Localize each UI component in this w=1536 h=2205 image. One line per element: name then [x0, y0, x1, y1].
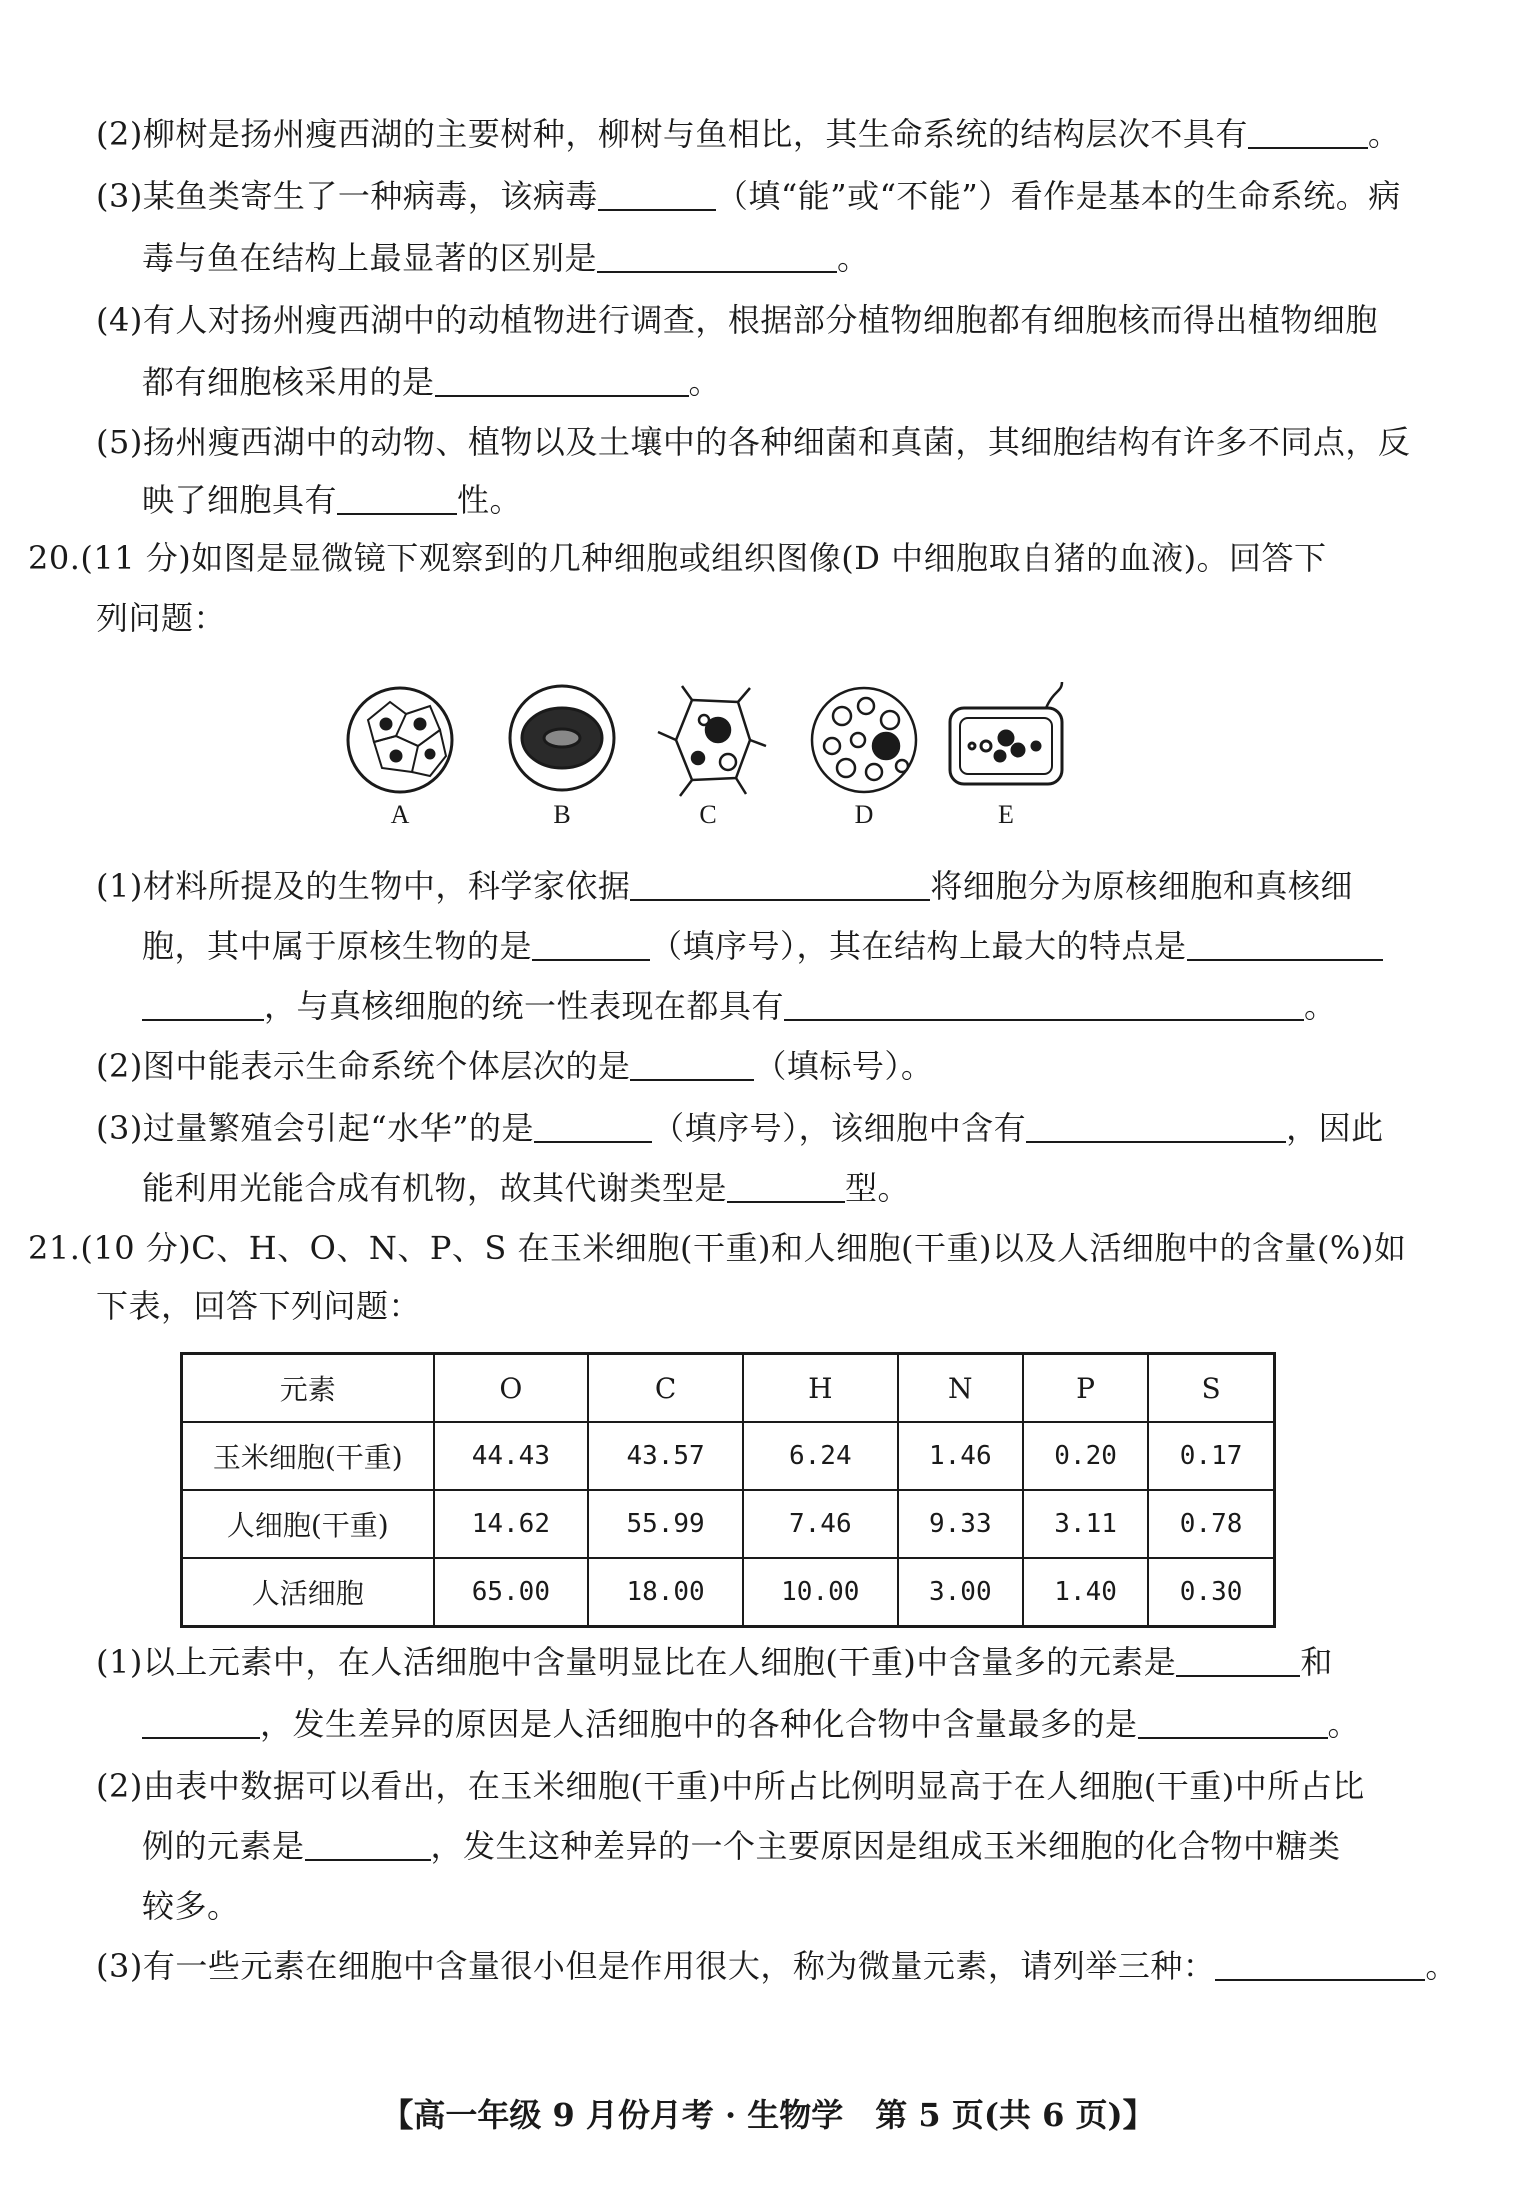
table-header-cell: C — [588, 1354, 743, 1423]
cell-d-image — [812, 688, 916, 792]
answer-blank[interactable] — [435, 363, 689, 397]
element-content-table — [180, 1352, 1276, 1628]
table-header-cell: N — [898, 1354, 1023, 1423]
table-cell: 1.40 — [1023, 1558, 1148, 1627]
answer-blank[interactable] — [532, 927, 650, 961]
q19-part4-line1: (4)有人对扬州瘦西湖中的动植物进行调查，根据部分植物细胞都有细胞核而得出植物细胞 — [96, 301, 1378, 339]
answer-blank[interactable] — [727, 1169, 845, 1203]
cell-c-image — [658, 686, 766, 796]
table-cell: 44.43 — [434, 1422, 589, 1490]
figure-label-d: D — [854, 800, 874, 829]
table-row — [182, 1490, 1275, 1558]
q20-part2: (2)图中能表示生命系统个体层次的是 （填标号）。 — [96, 1047, 934, 1085]
cell-figure — [346, 680, 1066, 840]
table-cell: 3.00 — [898, 1558, 1023, 1627]
q21-stem-line2: 下表，回答下列问题： — [96, 1287, 422, 1325]
table-header-cell: P — [1023, 1354, 1148, 1423]
table-header-cell: S — [1148, 1354, 1274, 1423]
q21-stem-line1: 21.(10 分)C、H、O、N、P、S 在玉米细胞(干重)和人细胞(干重)以及人活细胞中的含量(%)如 — [28, 1229, 1407, 1267]
answer-blank[interactable] — [784, 987, 1304, 1021]
row-label: 人细胞(干重) — [182, 1490, 434, 1558]
table-cell: 10.00 — [743, 1558, 898, 1627]
answer-blank[interactable] — [337, 481, 457, 515]
figure-label-b: B — [553, 800, 571, 829]
table-cell: 3.11 — [1023, 1490, 1148, 1558]
table-cell: 7.46 — [743, 1490, 898, 1558]
q21-part1-line2: ，发生差异的原因是人活细胞中的各种化合物中含量最多的是 。 — [142, 1702, 1360, 1746]
page-footer: 【高一年级 9 月份月考 · 生物学 第 5 页(共 6 页)】 — [381, 2096, 1155, 2134]
table-cell: 18.00 — [588, 1558, 743, 1627]
q21-part1-line1: (1)以上元素中，在人活细胞中含量明显比在人细胞(干重)中含量多的元素是 和 — [96, 1643, 1333, 1681]
table-cell: 14.62 — [434, 1490, 589, 1558]
answer-blank[interactable] — [598, 177, 716, 211]
table-header-cell: 元素 — [182, 1354, 434, 1423]
table-cell: 65.00 — [434, 1558, 589, 1627]
answer-blank[interactable] — [1026, 1109, 1286, 1143]
answer-blank[interactable] — [597, 239, 837, 273]
q19-part3-line2: 毒与鱼在结构上最显著的区别是 。 — [142, 239, 870, 277]
table-row — [182, 1422, 1275, 1490]
table-header-cell: O — [434, 1354, 589, 1423]
q20-part1-line2: 胞，其中属于原核生物的是 （填序号），其在结构上最大的特点是 — [142, 924, 1383, 968]
answer-blank[interactable] — [630, 867, 930, 901]
figure-label-a: A — [390, 800, 410, 829]
answer-blank[interactable] — [534, 1109, 652, 1143]
q19-part3-line1: (3)某鱼类寄生了一种病毒，该病毒 （填“能”或“不能”）看作是基本的生命系统。病 — [96, 177, 1401, 215]
q19-part2: (2)柳树是扬州瘦西湖的主要树种，柳树与鱼相比，其生命系统的结构层次不具有 。 — [96, 115, 1401, 153]
q21-part2-line3: 较多。 — [142, 1887, 240, 1925]
table-cell: 6.24 — [743, 1422, 898, 1490]
row-label: 人活细胞 — [182, 1558, 434, 1627]
answer-blank[interactable] — [1176, 1643, 1300, 1677]
answer-blank[interactable] — [142, 1705, 260, 1739]
q19-part5-line2: 映了细胞具有 性。 — [142, 481, 523, 519]
table-cell: 43.57 — [588, 1422, 743, 1490]
q19-part4-line2: 都有细胞核采用的是 。 — [142, 363, 722, 401]
cell-e-image — [950, 682, 1062, 784]
answer-blank[interactable] — [305, 1827, 431, 1861]
figure-label-c: C — [699, 800, 717, 829]
answer-blank[interactable] — [142, 987, 264, 1021]
q20-part1-line1: (1)材料所提及的生物中，科学家依据 将细胞分为原核细胞和真核细 — [96, 867, 1353, 905]
table-cell: 9.33 — [898, 1490, 1023, 1558]
q19-part5-line1: (5)扬州瘦西湖中的动物、植物以及土壤中的各种细菌和真菌，其细胞结构有许多不同点，反 — [96, 423, 1411, 461]
table-row — [182, 1558, 1275, 1627]
q20-part3-line2: 能利用光能合成有机物，故其代谢类型是 型。 — [142, 1169, 911, 1207]
q21-part3: (3)有一些元素在细胞中含量很小但是作用很大，称为微量元素，请列举三种： 。 — [96, 1947, 1458, 1985]
q20-stem-line2: 列问题： — [96, 599, 227, 637]
q20-part3-line1: (3)过量繁殖会引起“水华”的是 （填序号），该细胞中含有 ，因此 — [96, 1109, 1384, 1147]
cell-a-image — [348, 688, 452, 792]
answer-blank[interactable] — [1138, 1705, 1328, 1739]
table-cell: 55.99 — [588, 1490, 743, 1558]
table-cell: 0.17 — [1148, 1422, 1274, 1490]
answer-blank[interactable] — [1248, 115, 1368, 149]
answer-blank[interactable] — [630, 1047, 754, 1081]
row-label: 玉米细胞(干重) — [182, 1422, 434, 1490]
q21-part2-line1: (2)由表中数据可以看出，在玉米细胞(干重)中所占比例明显高于在人细胞(干重)中所占比 — [96, 1767, 1365, 1805]
figure-label-e: E — [998, 800, 1014, 829]
q20-stem-line1: 20.(11 分)如图是显微镜下观察到的几种细胞或组织图像(D 中细胞取自猪的血液)。回答下 — [28, 539, 1327, 577]
table-cell: 0.78 — [1148, 1490, 1274, 1558]
table-cell: 1.46 — [898, 1422, 1023, 1490]
q20-part1-line3: ，与真核细胞的统一性表现在都具有 。 — [142, 984, 1337, 1028]
answer-blank[interactable] — [1215, 1947, 1425, 1981]
table-cell: 0.20 — [1023, 1422, 1148, 1490]
table-cell: 0.30 — [1148, 1558, 1274, 1627]
q21-part2-line2: 例的元素是 ，发生这种差异的一个主要原因是组成玉米细胞的化合物中糖类 — [142, 1827, 1341, 1865]
table-header-row — [182, 1354, 1275, 1423]
cell-b-image — [510, 686, 614, 790]
answer-blank[interactable] — [1187, 927, 1383, 961]
table-header-cell: H — [743, 1354, 898, 1423]
